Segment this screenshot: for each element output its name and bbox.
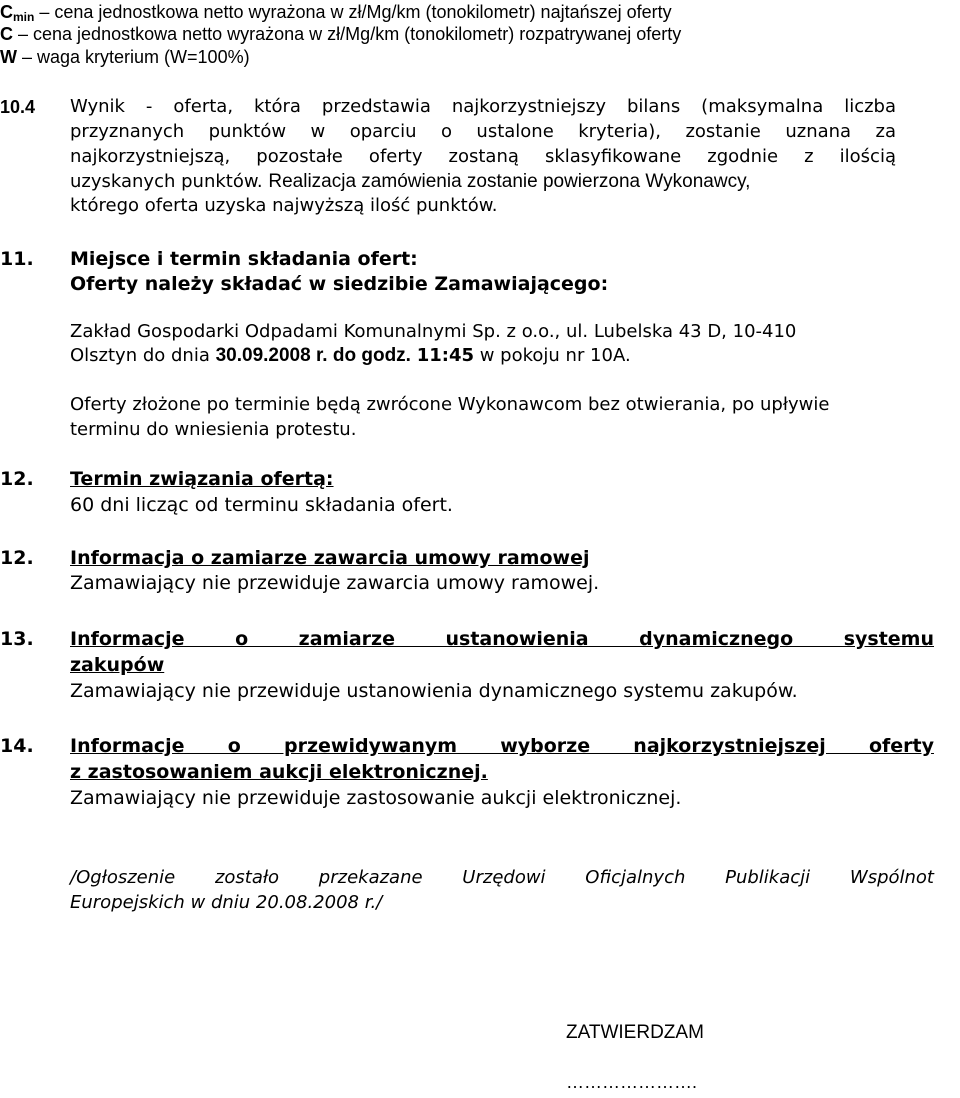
late-offers-note: terminu do wniesienia protestu.: [70, 419, 357, 440]
approval-label: ZATWIERDZAM: [566, 1022, 704, 1043]
section-13-number: 13.: [0, 628, 34, 650]
definition-text: – cena jednostkowa netto wyrażona w zł/Mg/km (tonokilometr) rozpatrywanej oferty: [13, 24, 682, 44]
section-12a-title: Termin związania ofertą:: [70, 468, 334, 490]
section-11-number: 11.: [0, 248, 34, 270]
late-offers-note: Oferty złożone po terminie będą zwrócone Wykonawcom bez otwierania, po upływie: [70, 394, 830, 415]
section-13-text: Zamawiający nie przewiduje ustanowienia dynamicznego systemu zakupów.: [70, 680, 798, 702]
section-13-title: Informacje o zamiarze ustanowienia dynamicznego systemu: [70, 628, 934, 650]
section-11-subtitle: Oferty należy składać w siedzibie Zamawiającego:: [70, 273, 609, 295]
section-12a-number: 12.: [0, 468, 34, 490]
definition-c: [0, 22, 681, 46]
deadline-date: 30.09.2008 r. do godz.: [215, 345, 411, 366]
symbol-c: C: [0, 24, 13, 44]
signature-line: ………………….: [566, 1072, 698, 1092]
subscript-min: min: [13, 10, 35, 24]
section-14-title: Informacje o przewidywanym wyborze najkorzystniejszej oferty: [70, 735, 934, 757]
deadline-time: 11:45: [416, 345, 474, 366]
section-10-4-line: Wynik - oferta, która przedstawia najkorzystniejszy bilans (maksymalna liczba: [70, 96, 896, 117]
definition-text: – cena jednostkowa netto wyrażona w zł/Mg/km (tonokilometr) najtańszej oferty: [34, 2, 672, 22]
section-10-4-line: najkorzystniejszą, pozostałe oferty zostaną sklasyfikowane zgodnie z ilością: [70, 146, 896, 167]
section-12b-number: 12.: [0, 547, 34, 569]
symbol-w: W: [0, 47, 17, 67]
section-10-4-line: którego oferta uzyska najwyższą ilość punktów.: [70, 195, 498, 216]
section-10-4-line: uzyskanych punktów. Realizacja zamówienia zostanie powierzona Wykonawcy,: [70, 171, 751, 192]
section-10-4-line: przyznanych punktów w oparciu o ustalone kryteria), zostanie uznana za: [70, 121, 896, 142]
section-14-text: Zamawiający nie przewiduje zastosowanie aukcji elektronicznej.: [70, 787, 682, 809]
deadline-line: Olsztyn do dnia 30.09.2008 r. do godz. 11:45 w pokoju nr 10A.: [70, 345, 631, 366]
publication-note: Europejskich w dniu 20.08.2008 r./: [70, 892, 383, 913]
definition-w: [0, 45, 250, 69]
symbol-c: C: [0, 2, 13, 22]
section-14-number: 14.: [0, 735, 34, 757]
address-line: Zakład Gospodarki Odpadami Komunalnymi Sp. z o.o., ul. Lubelska 43 D, 10-410: [70, 321, 797, 342]
section-11-title: Miejsce i termin składania ofert:: [70, 248, 418, 270]
publication-note: /Ogłoszenie zostało przekazane Urzędowi Oficjalnych Publikacji Wspólnot: [70, 867, 934, 888]
section-12b-text: Zamawiający nie przewiduje zawarcia umowy ramowej.: [70, 572, 600, 594]
section-13-title: zakupów: [70, 654, 165, 676]
section-12b-title: Informacja o zamiarze zawarcia umowy ramowej: [70, 547, 590, 569]
section-14-title: z zastosowaniem aukcji elektronicznej.: [70, 761, 488, 783]
definition-text: – waga kryterium (W=100%): [17, 47, 250, 67]
section-12a-text: 60 dni licząc od terminu składania ofert.: [70, 494, 453, 516]
section-10-4-number: 10.4: [0, 97, 36, 117]
